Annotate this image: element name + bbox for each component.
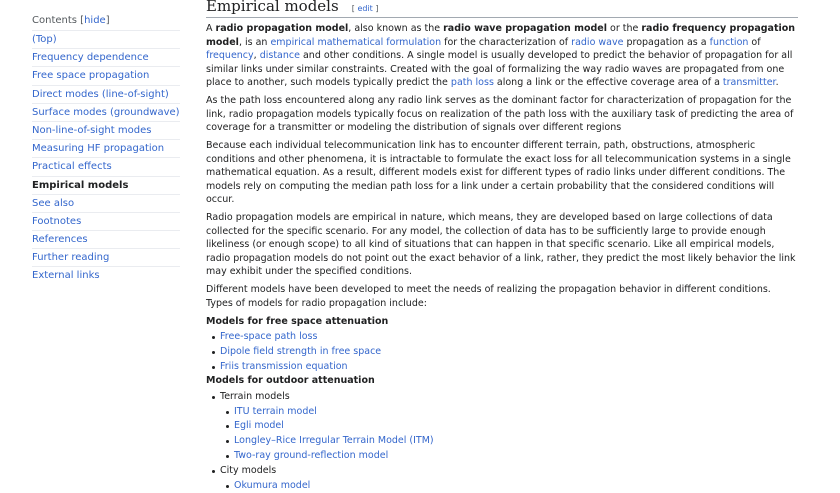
- paragraph-empirical-nature: Radio propagation models are empirical in nature, which means, they are developed based on large collections of data collected for the specific scenario. For any model, the collection of data has to be sufficiently large to provide enough likeliness (or enough scope) to all kind of situations that can happen in that specific scenario. Like all empirical models, radio propagation models do not point out the exact behavior of a link, rather, they predict the most likely behavior the link may exhibit under the specified conditions.: [206, 212, 796, 277]
- link-transmitter[interactable]: transmitter: [722, 77, 776, 88]
- toc-link-top[interactable]: (Top): [32, 34, 57, 45]
- toc-link-see-also[interactable]: See also: [32, 197, 75, 209]
- toc-label: Contents: [32, 15, 77, 26]
- toc-item[interactable]: [32, 49, 180, 67]
- toc-item[interactable]: [32, 104, 180, 122]
- paragraph-path-loss: As the path loss encountered along any radio link serves as the dominant factor for characterization of propagation for the link, radio propagation models typically focus on realization of the path loss with the auxiliary task of predicting the area of coverage for a transmitter or modeling the distribution of signals over different regions: [206, 95, 794, 133]
- toc-link-further-reading[interactable]: Further reading: [32, 252, 110, 264]
- list-item: [206, 360, 798, 375]
- toc-link-footnotes[interactable]: Footnotes: [32, 215, 82, 227]
- toc-item[interactable]: [32, 213, 180, 231]
- list-item: [206, 479, 798, 493]
- list-item: [206, 330, 798, 345]
- link-function[interactable]: function: [709, 36, 749, 48]
- list-item: [206, 419, 798, 434]
- paragraph-model-types: Different models have been developed to meet the needs of realizing the propagation behavior in different conditions. Types of models for radio propagation include:: [206, 284, 771, 309]
- link-dipole-field-strength[interactable]: Dipole field strength in free space: [220, 345, 382, 357]
- link-path-loss[interactable]: path loss: [450, 77, 494, 88]
- article-content: [206, 0, 798, 493]
- toc-item[interactable]: [32, 195, 180, 213]
- link-free-space-path-loss[interactable]: Free-space path loss: [220, 331, 318, 342]
- toc-item[interactable]: [32, 158, 180, 176]
- toc-item[interactable]: [32, 122, 180, 140]
- list-item: [206, 345, 798, 360]
- link-friis-transmission[interactable]: Friis transmission equation: [220, 360, 348, 372]
- link-empirical-mathematical-formulation[interactable]: empirical mathematical formulation: [270, 36, 442, 48]
- toc-item[interactable]: [32, 67, 180, 85]
- link-frequency[interactable]: frequency: [206, 50, 254, 61]
- list-item-city: City models: [206, 464, 798, 479]
- section-heading-row: [206, 0, 798, 18]
- city-models-list: [206, 479, 798, 493]
- toc-item[interactable]: [32, 31, 180, 49]
- link-radio-wave[interactable]: radio wave: [571, 36, 624, 48]
- free-space-list: [206, 330, 798, 374]
- list-item: [206, 434, 798, 449]
- toc-item[interactable]: [32, 267, 180, 284]
- toc-link-references[interactable]: References: [32, 234, 88, 246]
- link-distance[interactable]: distance: [259, 50, 300, 61]
- toc-link-free-space-propagation[interactable]: Free space propagation: [32, 70, 150, 82]
- outdoor-list-city: [206, 464, 798, 479]
- outdoor-list: [206, 390, 798, 405]
- table-of-contents: [32, 12, 180, 285]
- toc-hide-link[interactable]: hide: [84, 15, 106, 26]
- link-okumura-model[interactable]: Okumura model: [234, 479, 311, 491]
- outdoor-heading: Models for outdoor attenuation: [206, 375, 375, 387]
- section-title: Empirical models: [206, 0, 339, 15]
- toc-item[interactable]: [32, 231, 180, 249]
- toc-link-external-links[interactable]: External links: [32, 270, 100, 282]
- toc-list: [32, 31, 180, 285]
- toc-header: Contents [hide]: [32, 12, 180, 31]
- toc-link-practical-effects[interactable]: Practical effects: [32, 161, 112, 173]
- toc-link-direct-modes[interactable]: Direct modes (line-of-sight): [32, 88, 169, 100]
- toc-link-frequency-dependence[interactable]: Frequency dependence: [32, 52, 149, 64]
- toc-item-active[interactable]: [32, 177, 180, 195]
- link-egli-model[interactable]: Egli model: [234, 420, 284, 432]
- terrain-models-list: [206, 405, 798, 464]
- link-itu-terrain-model[interactable]: ITU terrain model: [234, 405, 317, 417]
- link-two-ray[interactable]: Two-ray ground-reflection model: [234, 450, 389, 462]
- list-item: [206, 405, 798, 420]
- paragraph-telecom-links: Because each individual telecommunication link has to encounter different terrain, path, obstructions, atmospheric conditions and other phenomena, it is intractable to formulate the exact loss for all telecommunication systems in a single mathematical equation. As a result, different models exist for different types of radio links under different conditions. The models rely on computing the median path loss for a link under a certain probability that the considered conditions will occur.: [206, 140, 791, 205]
- toc-link-measuring-hf[interactable]: Measuring HF propagation: [32, 143, 165, 155]
- toc-link-nlos-modes[interactable]: Non-line-of-sight modes: [32, 124, 152, 136]
- edit-section-link[interactable]: edit: [357, 4, 373, 13]
- intro-paragraph: A radio propagation model, also known as the radio wave propagation model or the radio frequency propagation model, is an empirical mathematical formulation for the characterization of radio wave propagation as a function of frequency, distance and other conditions. A single model is usually developed to predict the behavior of propagation for all similar links under similar constraints. Created with the goal of formalizing the way radio waves are propagated from one place to another, such models typically predict the path loss along a link or the effective coverage area of a transmitter.: [206, 23, 796, 88]
- link-longley-rice[interactable]: Longley–Rice Irregular Terrain Model (ITM): [234, 435, 434, 447]
- toc-item[interactable]: [32, 249, 180, 267]
- toc-item[interactable]: [32, 86, 180, 104]
- list-item: [206, 449, 798, 464]
- edit-section: [ edit ]: [351, 4, 379, 13]
- toc-item[interactable]: [32, 140, 180, 158]
- list-item-terrain: Terrain models: [206, 390, 798, 405]
- free-space-heading: Models for free space attenuation: [206, 315, 389, 327]
- toc-link-surface-modes[interactable]: Surface modes (groundwave): [32, 106, 180, 118]
- toc-link-empirical-models[interactable]: Empirical models: [32, 179, 129, 191]
